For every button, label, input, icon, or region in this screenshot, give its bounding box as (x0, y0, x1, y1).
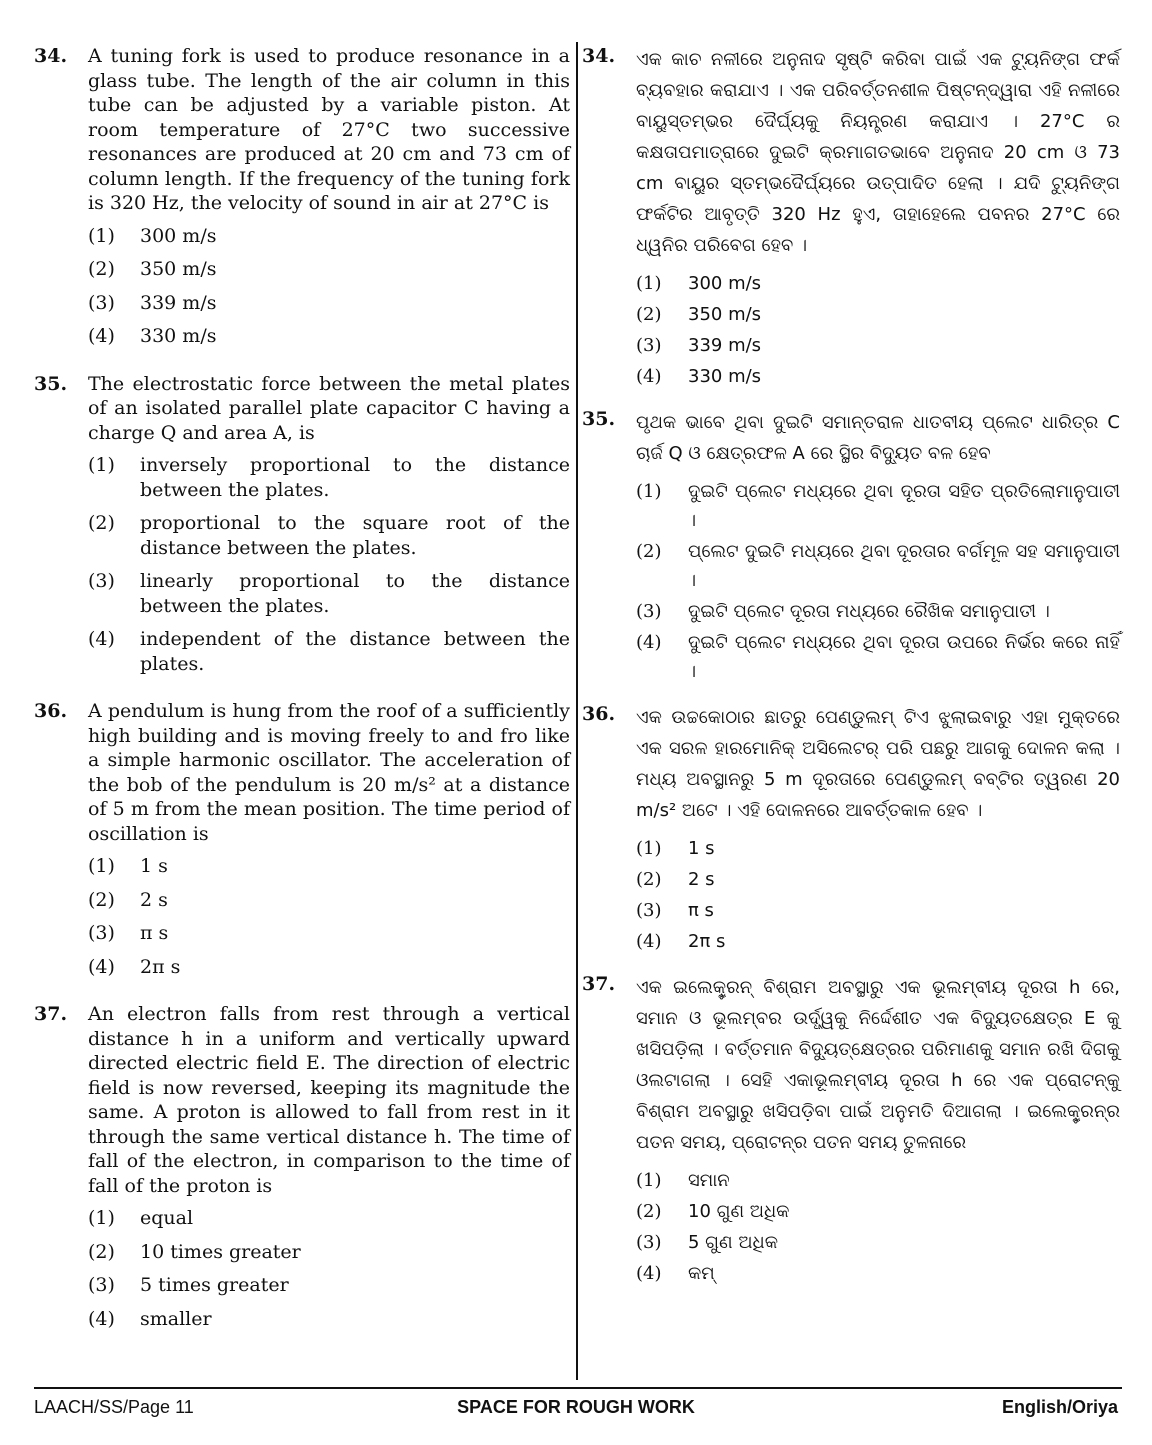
option-number: (3) (636, 1232, 662, 1253)
question-number: 36. (34, 700, 68, 722)
option (88, 1240, 570, 1265)
option (636, 597, 1120, 626)
option-number: (4) (636, 931, 662, 952)
option-text: independent of the distance between the plates. (140, 628, 570, 675)
footer-rule (34, 1387, 1122, 1389)
question-stem: ଏକ କାଚ ନଳୀରେ ଅନୁନାଦ ସୃଷ୍ଟି କରିବା ପାଇଁ ଏକ ଟ୍ୟୁନିଙ୍ଗ ଫର୍କ ବ୍ୟବହାର କରାଯାଏ । ଏକ ପରିବର୍ତ୍ତନଶୀଳ ପିଷ୍ଟନ୍‌ଦ୍ୱାରା ଏହି ନଳୀରେ ବାୟୁସ୍ତମ୍ଭର ଦୈର୍ଘ୍ୟକୁ ନିୟନ୍ତ୍ରଣ କରାଯାଏ । 27°C ର କକ୍ଷତାପମାତ୍ରାରେ ଦୁଇଟି କ୍ରମାଗତଭାବେ ଅନୁନାଦ 20 cm ଓ 73 cm ବାୟୁର ସ୍ତମ୍ଭଦୈର୍ଘ୍ୟରେ ଉତ୍ପାଦିତ ହେଲା । ଯଦି ଟ୍ୟୁନିଙ୍ଗ ଫର୍କଟିର ଆବୃତ୍ତି 320 Hz ହୁଏ, ତାହାହେଲେ ପବନର 27°C ରେ ଧ୍ୱନିର ପରିବେଗ ହେବ । (636, 49, 1120, 256)
option-number: (4) (636, 366, 662, 387)
question-36-or (582, 702, 1120, 958)
option (88, 888, 570, 913)
option (88, 955, 570, 980)
option-text: 350 m/s (140, 258, 217, 280)
option-text: 2π s (688, 931, 726, 952)
question-stem: ଏକ ଇଲେକ୍ଟ୍ରନ୍ ବିଶ୍ରାମ ଅବସ୍ଥାରୁ ଏକ ଭୂଲମ୍ବୀୟ ଦୂରତା h ରେ, ସମାନ ଓ ଭୂଲମ୍ବର ଉର୍ଦ୍ଧ୍ୱକୁ ନିର୍ଦ୍ଦେଶୀତ ଏକ ବିଦ୍ୟୁତକ୍ଷେତ୍ର E କୁ ଖସିପଡ଼ିଲା । ବର୍ତ୍ତମାନ ବିଦ୍ୟୁତ୍‌କ୍ଷେତ୍ରର ପରିମାଣକୁ ସମାନ ରଖି ଦିଗକୁ ଓଲଟାଗଲା । ସେହି ଏକାଭୂଲମ୍ବୀୟ ଦୂରତା h ରେ ଏକ ପ୍ରୋଟନ୍‌କୁ ବିଶ୍ରାମ ଅବସ୍ଥାରୁ ଖସିପଡ଼ିବା ପାଇଁ ଅନୁମତି ଦିଆଗଲା । ଇଲେକ୍ଟ୍ରନ୍‌ର ପତନ ସମୟ, ପ୍ରୋଟନ୍‌ର ପତନ ସମୟ ତୁଳନାରେ (636, 977, 1120, 1153)
option-text: 2 s (140, 888, 168, 911)
option (636, 1259, 1120, 1288)
question-number: 34. (582, 45, 616, 67)
option-text: inversely proportional to the distance between the plates. (140, 454, 570, 501)
question-37-or (582, 972, 1120, 1290)
option-text: 339 m/s (140, 291, 217, 314)
question-stem: An electron falls from rest through a vertical distance h in a uniform and vertically upward directed electric field E. The direction of electric field is now reversed, keeping its magnitude the same. A proton is allowed to fall from rest in it through the same vertical distance h. The time of fall of the electron, in comparison to the time of fall of the proton is (88, 1003, 570, 1197)
option-number: (4) (88, 955, 115, 978)
option-text: ଦୁଇଟି ପ୍ଲେଟ ଦୂରତା ମଧ୍ୟରେ ରୈଖିକ ସମାନୁପାତୀ । (688, 601, 1050, 622)
option-number: (3) (88, 570, 115, 592)
option-number: (3) (88, 922, 115, 944)
option (636, 628, 1120, 686)
question-37-en (34, 1002, 570, 1340)
option-number: (1) (88, 1207, 115, 1229)
option (88, 511, 570, 560)
question-stem: ପୃଥକ ଭାବେ ଥିବା ଦୁଇଟି ସମାନ୍ତରାଳ ଧାତବୀୟ ପ୍ଲେଟ ଧାରିତ୍ର C ଚାର୍ଜ Q ଓ କ୍ଷେତ୍ରଫଳ A ରେ ସ୍ଥିର ବିଦ୍ୟୁତ ବଳ ହେବ (636, 412, 1120, 464)
option-number: (1) (636, 838, 662, 859)
option-text: 5 ଗୁଣ ଅଧିକ (688, 1232, 779, 1253)
question-number: 35. (582, 408, 616, 430)
page-footer (34, 1397, 1118, 1421)
question-35-en (34, 372, 570, 686)
option-number: (2) (88, 888, 115, 911)
option-number: (2) (88, 512, 115, 534)
option-text: ପ୍ଲେଟ ଦୁଇଟି ମଧ୍ୟରେ ଥିବା ଦୂରତାର ବର୍ଗମୂଳ ସହ ସମାନୁପାତୀ । (688, 541, 1120, 591)
option (636, 1197, 1120, 1226)
option-number: (1) (88, 224, 115, 247)
option-number: (4) (88, 628, 115, 650)
question-34-en (34, 44, 570, 358)
column-divider (576, 42, 578, 1380)
option-number: (1) (636, 481, 662, 502)
option (636, 537, 1120, 595)
option-number: (3) (636, 335, 662, 356)
option (88, 627, 570, 676)
option-number: (2) (636, 869, 662, 890)
option (636, 1166, 1120, 1195)
question-stem: ଏକ ଉଚ୍ଚକୋଠାର ଛାତରୁ ପେଣ୍ଡୁଲମ୍ ଟିଏ ଝୁଲାଇବାରୁ ଏହା ମୁକ୍ତରେ ଏକ ସରଳ ହାରମୋନିକ୍ ଅସିଲେଟର୍ ପରି ପଛରୁ ଆଗକୁ ଦୋଳନ କଲା । ମଧ୍ୟ ଅବସ୍ଥାନରୁ 5 m ଦୂରତାରେ ପେଣ୍ଡୁଲମ୍ ବବ୍‌ଟିର ତ୍ୱରଣ 20 m/s² ଅଟେ । ଏହି ଦୋଳନରେ ଆବର୍ତ୍ତକାଳ ହେବ । (636, 707, 1120, 821)
option-text: 300 m/s (140, 224, 217, 247)
option (88, 291, 570, 316)
option-text: କମ୍ (688, 1263, 715, 1284)
option-number: (1) (88, 855, 115, 877)
question-stem: A pendulum is hung from the roof of a sufficiently high building and is moving freely to and fro like a simple harmonic oscillator. The acceleration of the bob of the pendulum is 20 m/s² at a distance of 5 m from the mean position. The time period of oscillation is (88, 700, 570, 845)
option (88, 1307, 570, 1332)
option-text: 330 m/s (688, 366, 762, 387)
option (636, 896, 1120, 925)
option (636, 331, 1120, 360)
option-number: (1) (88, 454, 115, 476)
option-text: equal (140, 1207, 194, 1229)
option-text: 1 s (688, 838, 715, 859)
option (636, 927, 1120, 956)
question-number: 35. (34, 372, 68, 395)
question-34-or (582, 44, 1120, 393)
option-number: (4) (636, 632, 662, 653)
option-text: 2 s (688, 869, 715, 890)
option-text: 330 m/s (140, 325, 217, 347)
oriya-column (582, 44, 1120, 1304)
option (636, 477, 1120, 535)
option-text: 5 times greater (140, 1274, 289, 1296)
option-number: (4) (88, 325, 115, 347)
language-label: English/Oriya (1001, 1397, 1118, 1417)
option-text: 300 m/s (688, 273, 762, 294)
option-number: (2) (636, 541, 662, 562)
option (88, 854, 570, 879)
page-code: LAACH/SS/Page 11 (34, 1397, 194, 1417)
question-36-en (34, 699, 570, 988)
option (88, 224, 570, 249)
option-number: (1) (636, 1170, 662, 1191)
option-number: (3) (636, 601, 662, 622)
option (88, 1206, 570, 1231)
question-number: 37. (34, 1003, 68, 1025)
option (88, 1273, 570, 1298)
option (636, 362, 1120, 391)
question-number: 36. (582, 703, 616, 725)
option-text: ଦୁଇଟି ପ୍ଲେଟ ମଧ୍ୟରେ ଥିବା ଦୂରତା ସହିତ ପ୍ରତିଲୋମାନୁପାତୀ । (688, 481, 1120, 531)
option-text: 10 times greater (140, 1240, 301, 1263)
option-number: (4) (636, 1263, 662, 1284)
option-text: 350 m/s (688, 304, 762, 325)
option-number: (3) (88, 291, 115, 314)
option-text: ଦୁଇଟି ପ୍ଲେଟ ମଧ୍ୟରେ ଥିବା ଦୂରତା ଉପରେ ନିର୍ଭର କରେ ନାହିଁ । (688, 632, 1120, 682)
question-stem: The electrostatic force between the metal plates of an isolated parallel plate capacitor C having a charge Q and area A, is (88, 372, 570, 444)
option-text: π s (688, 900, 714, 921)
option-text: π s (140, 922, 169, 944)
question-number: 37. (582, 973, 616, 995)
option-text: linearly proportional to the distance between the plates. (140, 570, 570, 617)
option (88, 921, 570, 946)
option-number: (1) (636, 273, 662, 294)
english-column (34, 44, 570, 1354)
option-text: proportional to the square root of the distance between the plates. (140, 512, 570, 559)
option (636, 865, 1120, 894)
option-number: (2) (88, 258, 115, 280)
option-text: smaller (140, 1307, 212, 1330)
option-number: (3) (88, 1274, 115, 1296)
option-text: ସମାନ (688, 1170, 730, 1191)
option (636, 1228, 1120, 1257)
option-text: 10 ଗୁଣ ଅଧିକ (688, 1201, 790, 1222)
option (636, 269, 1120, 298)
option-number: (4) (88, 1307, 115, 1330)
option-number: (2) (636, 1201, 662, 1222)
question-stem: A tuning fork is used to produce resonance in a glass tube. The length of the air column in this tube can be adjusted by a variable piston. At room temperature of 27°C two successive resonances are produced at 20 cm and 73 cm of column length. If the frequency of the tuning fork is 320 Hz, the velocity of sound in air at 27°C is (88, 45, 570, 214)
option (88, 257, 570, 282)
option (636, 300, 1120, 329)
question-35-or (582, 407, 1120, 688)
option (88, 453, 570, 502)
option (636, 834, 1120, 863)
option-number: (2) (636, 304, 662, 325)
option (88, 324, 570, 349)
rough-work-label: SPACE FOR ROUGH WORK (457, 1397, 695, 1417)
question-number: 34. (34, 45, 68, 67)
option-number: (2) (88, 1240, 115, 1263)
option (88, 569, 570, 618)
option-text: 339 m/s (688, 335, 762, 356)
option-text: 1 s (140, 855, 168, 877)
option-text: 2π s (140, 955, 181, 978)
option-number: (3) (636, 900, 662, 921)
